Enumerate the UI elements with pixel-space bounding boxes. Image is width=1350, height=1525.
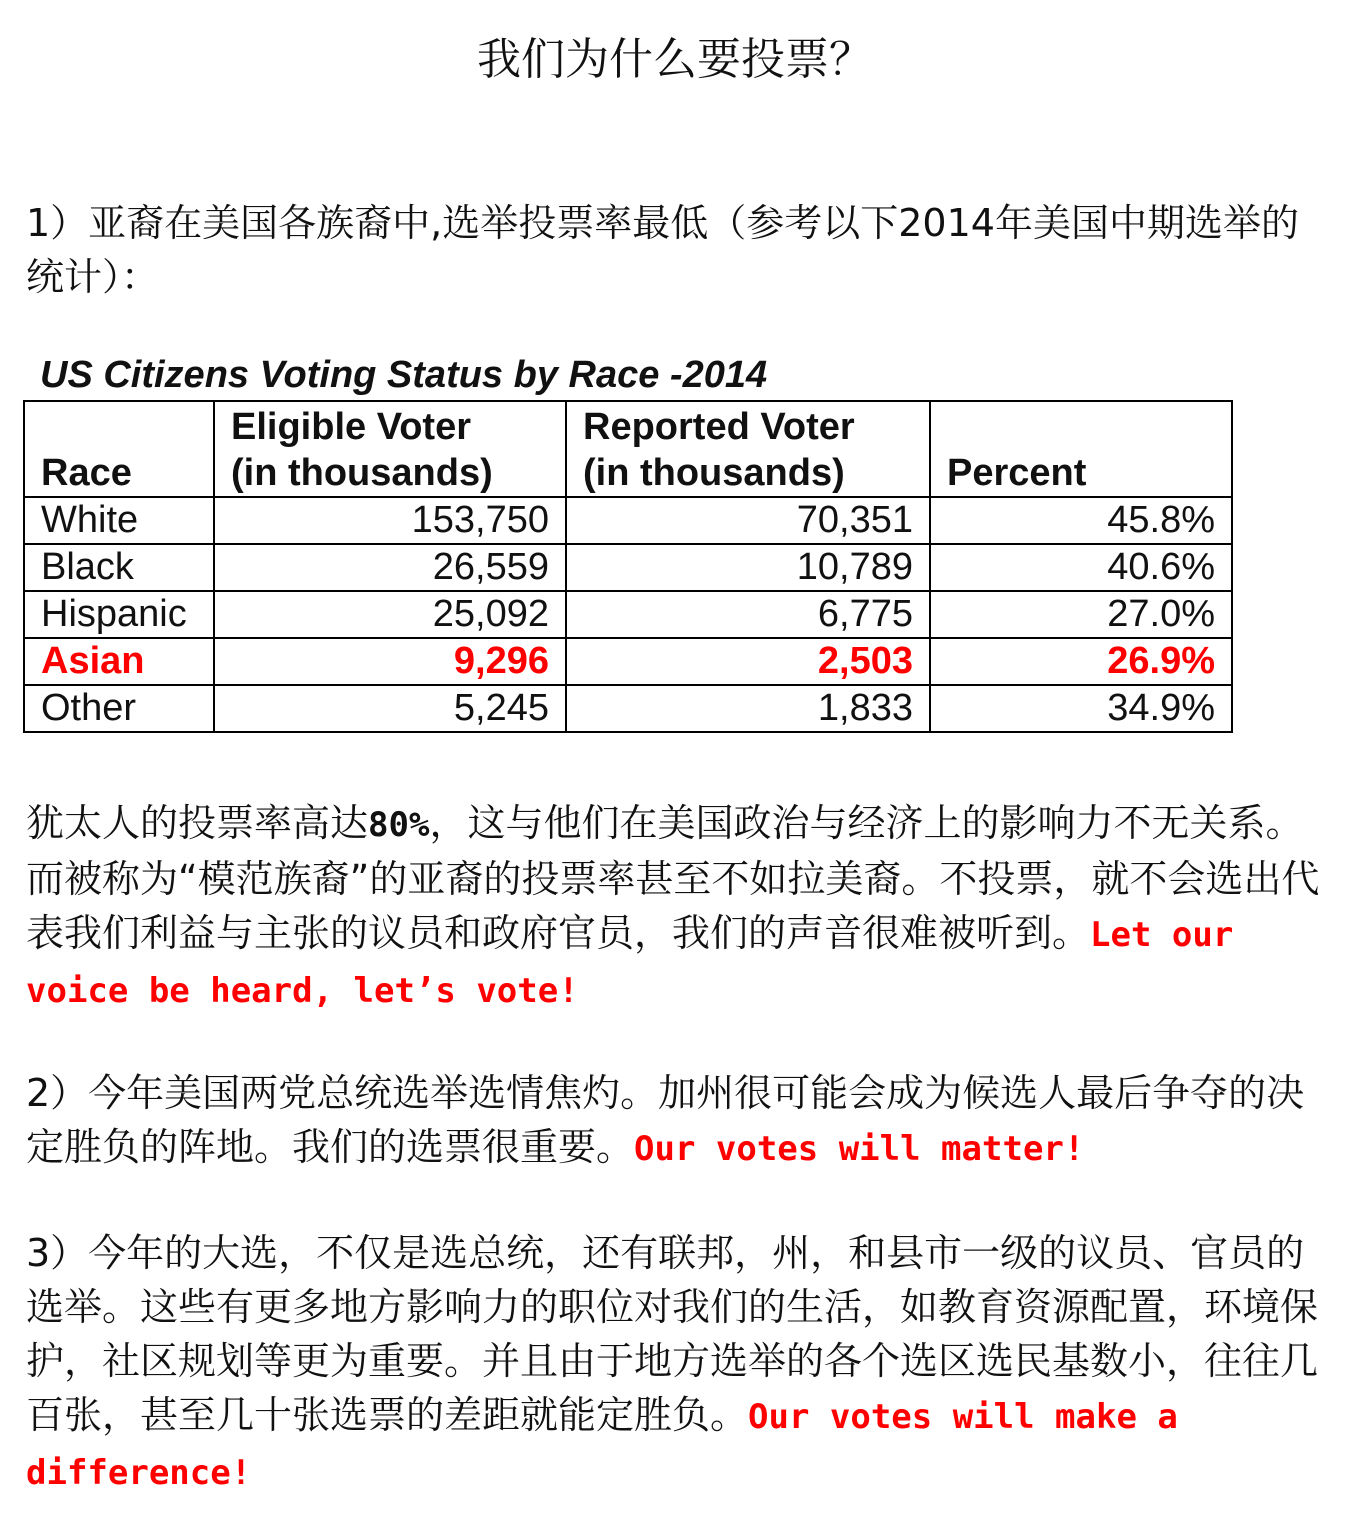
cell-race: Black — [24, 544, 214, 591]
cell-percent: 45.8% — [930, 497, 1232, 544]
section1-intro — [26, 196, 1326, 304]
cell-percent: 34.9% — [930, 685, 1232, 732]
header-eligible-line1: Eligible Voter — [231, 406, 472, 448]
table-row — [24, 685, 1232, 732]
cell-percent: 40.6% — [930, 544, 1232, 591]
cell-race: Hispanic — [24, 591, 214, 638]
section3-text: 3）今年的大选，不仅是选总统，还有联邦，州，和县市一级的议员、官员的选举。这些有更多地方影响力的职位对我们的生活，如教育资源配置，环境保护，社区规划等更为重要。并且由于地方选举的各个选区选民基数小，往往几百张，甚至几十张选票的差距就能定胜负。 — [26, 1231, 1319, 1437]
table-row — [24, 591, 1232, 638]
table-title: US Citizens Voting Status by Race -2014 — [40, 354, 768, 396]
table-row — [24, 497, 1232, 544]
commentary-text-b: ，这与他们在美国政治与经济上的影响力不无关系。而被称为“模范族裔”的亚裔的投票率甚至不如拉美裔。不投票，就不会选出代表我们利益与主张的议员和政府官员，我们的声音很难被听到。 — [26, 801, 1320, 955]
cell-eligible: 9,296 — [214, 638, 566, 685]
header-percent — [930, 401, 1232, 497]
cell-eligible: 5,245 — [214, 685, 566, 732]
cell-percent: 27.0% — [930, 591, 1232, 638]
cell-race: Asian — [24, 638, 214, 685]
jewish-turnout-percent: 80% — [368, 805, 430, 845]
section1-intro-text: 1）亚裔在美国各族裔中,选举投票率最低（参考以下2014年美国中期选举的统计）： — [26, 201, 1299, 299]
cell-eligible: 26,559 — [214, 544, 566, 591]
header-eligible — [214, 401, 566, 497]
cell-race: Other — [24, 685, 214, 732]
cell-percent: 26.9% — [930, 638, 1232, 685]
cell-eligible: 25,092 — [214, 591, 566, 638]
section3-paragraph — [26, 1226, 1326, 1500]
commentary-text-a: 犹太人的投票率高达 — [26, 801, 369, 845]
header-eligible-line2: (in thousands) — [231, 452, 493, 494]
section2-text: 2）今年美国两党总统选举选情焦灼。加州很可能会成为候选人最后争夺的决定胜负的阵地。我们的选票很重要。 — [26, 1071, 1305, 1169]
cell-reported: 1,833 — [566, 685, 930, 732]
slogan-votes-matter: Our votes will matter! — [634, 1129, 1085, 1169]
cell-reported: 6,775 — [566, 591, 930, 638]
voting-status-table — [23, 400, 1233, 733]
cell-reported: 70,351 — [566, 497, 930, 544]
header-race-label: Race — [41, 452, 132, 494]
cell-reported: 10,789 — [566, 544, 930, 591]
header-percent-label: Percent — [947, 452, 1087, 494]
slogan-voice-heard: Let our voice be heard, let’s vote! — [26, 915, 1234, 1011]
page-title: 我们为什么要投票？ — [477, 34, 873, 85]
section2-paragraph — [26, 1066, 1326, 1176]
header-race — [24, 401, 214, 497]
cell-race: White — [24, 497, 214, 544]
cell-reported: 2,503 — [566, 638, 930, 685]
section1-commentary — [26, 796, 1326, 1018]
table-header-row — [24, 401, 1232, 497]
header-reported-line2: (in thousands) — [583, 452, 845, 494]
table-row — [24, 544, 1232, 591]
header-reported-line1: Reported Voter — [583, 406, 855, 448]
cell-eligible: 153,750 — [214, 497, 566, 544]
slogan-make-difference: Our votes will make a difference! — [26, 1397, 1178, 1493]
header-reported — [566, 401, 930, 497]
table-row-highlighted — [24, 638, 1232, 685]
